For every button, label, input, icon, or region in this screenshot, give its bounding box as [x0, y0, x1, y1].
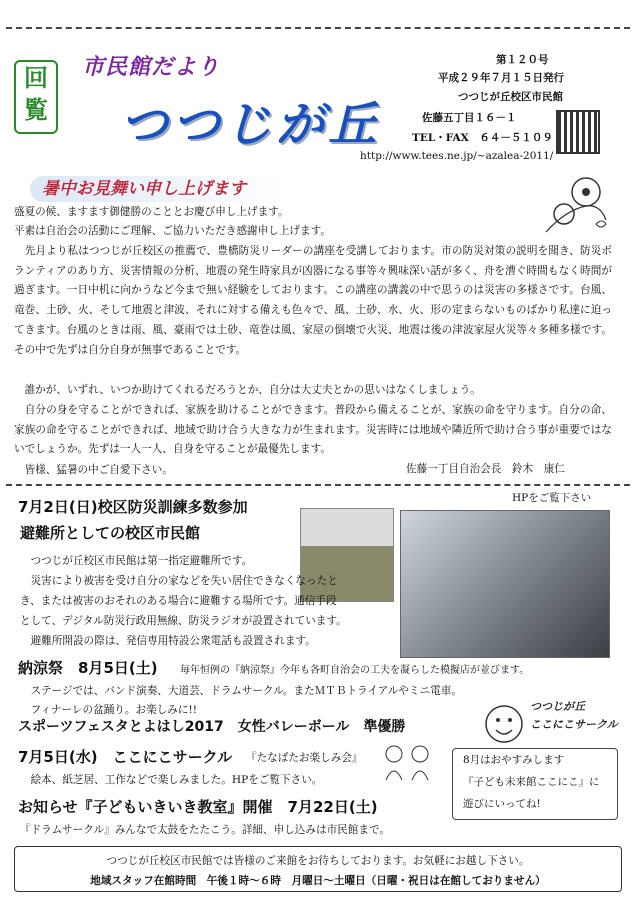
shelter-title: 避難所としての校区市民館 [20, 524, 201, 542]
smiley-face-icon [482, 698, 526, 750]
greeting-title: 暑中お見舞い申し上げます [30, 176, 285, 202]
shelter-line-3: き、または被害のおそれのある場合に避難する場所です。通信手段 [20, 595, 337, 607]
top-divider [6, 27, 630, 29]
notice-description: 『ドラムサークル』みんなで太鼓をたたこう。詳細、申し込みは市民館まで。 [20, 824, 390, 836]
newsletter-title: つつじが丘 [120, 97, 381, 153]
website-url[interactable]: http://www.tees.ne.jp/~azalea-2011/ [360, 150, 554, 162]
greeting-closing: 皆様、猛暑の中ご自愛下さい。 [14, 464, 173, 476]
greeting-paragraph-3: 自分の身を守ることができれば、家族を助けることができます。普段から備えることが、家族の命を守ります。自分の命、家族の命を守ることができれば、地域で助け合う大きな力が生まれます。災害時には地域や隣近所で助け合う事が重要ではないでしょうか。先ずは一人一人、自身を守ることが最優先します。 [14, 404, 612, 456]
kairan-badge [14, 60, 58, 134]
ryoka-stage: ステージでは、バンド演奏、大道芸、ドラムサークル。またＭＴＢトライアルやミニ電車。 [20, 685, 462, 697]
kairan-char-1: 回 [24, 63, 48, 92]
circle-label-text: つつじが丘 ここにこサークル [530, 700, 618, 731]
niko-description: 絵本、紙芝居、工作などで楽しみました。HPをご覧下さい。 [20, 774, 323, 786]
kairan-char-2: 覧 [24, 95, 48, 124]
signature: 佐藤一丁目自治会長 鈴木 康仁 [406, 463, 565, 475]
greeting-paragraph-2: 誰かが、いずれ、いつか助けてくれるだろうとか、自分は大丈夫とかの思いはなくしましょう。 [14, 384, 481, 396]
ryoka-finale: フィナーレの盆踊り。お楽しみに!! [20, 704, 197, 716]
circle-item-3: 遊びにいってね! [463, 798, 541, 810]
circle-info-box [452, 748, 618, 820]
greeting-paragraph-1: 先月より私はつつじが丘校区の推薦で、豊橋防災リーダーの講座を受講しております。市の防災対策の説明を聞き、防災ボランティアのあり方、災害情報の分析、地震の発生時家具が凶器になる事等々興味深い話が多く、舟を漕ぐ時間もなく時間が過ぎます。一日中机に向かうなど今まで無い経験をしております。この講座の講義の中で思うのは災害の多様さです。台風、竜巻、土砂、火、そして地震と津波、それに対する備えも色々で、風、土砂、水、火、形の定まらないものばかり私達に迫ってきます。台風のときは雨、風、豪雨では土砂、竜巻は風、家屋の倒壊で火災、地震は後の津波家屋火災等々多種多様です。その中で先ずは自分自身が無事であることです。 [14, 245, 612, 356]
footer-line-2: 地域スタッフ在館時間 午後１時～６時 月曜日～土曜日（日曜・祝日は在館しておりません） [90, 875, 546, 887]
ryoka-description: 毎年恒例の『納涼祭』今年も各町自治会の工夫を凝らした模擬店が並びます。 [180, 665, 530, 676]
shelter-line-1: つつじが丘校区市民館は第一指定避難所です。 [20, 555, 253, 567]
shelter-line-4: として、デジタル防災行政用無線、防災ラジオが設置されています。 [20, 615, 347, 627]
circle-item-1: 8月はおやすみします [463, 754, 565, 766]
hp-note: HPをご覧下さい [512, 492, 592, 504]
circle-item-2: 『子ども未来館ここにこ』に [463, 776, 600, 788]
qr-code-icon [556, 110, 600, 154]
tel-fax: TEL・FAX ６４－５１０９ [412, 132, 553, 144]
ryoka-title: 納涼祭 8月5日(土) [18, 659, 158, 677]
circle-label [530, 698, 618, 734]
drill-photo-2 [400, 510, 610, 658]
footer-line-1: つつじが丘校区市民館では皆様のご来館をお待ちしております。お気軽にお越し下さい。 [106, 855, 530, 867]
sports-title: スポーツフェスタとよはし2017 女性バレーボール 準優勝 [18, 719, 406, 735]
issue-number: 第１２０号 [496, 54, 549, 66]
org-name: つつじが丘校区市民館 [458, 91, 563, 103]
section-divider [6, 484, 630, 486]
greeting-line-1: 盛夏の候、ますます御健勝のこととお慶び申し上げます。 [14, 206, 289, 218]
notice-title: お知らせ『子どもいきいき教室』開催 7月22日(土) [18, 798, 378, 816]
newsletter-subtitle: 市民館だより [82, 55, 221, 80]
footer-scroll-banner [14, 846, 622, 892]
drill-title: 7月2日(日)校区防災訓練多数参加 [18, 498, 248, 516]
shelter-line-5: 避難所開設の際は、発信専用特設公衆電話も設置されます。 [20, 635, 316, 647]
greeting-line-2: 平素は自治会の活動にご理解、ご協力いただき感謝申し上げます。 [14, 225, 331, 237]
children-illustration-icon [378, 742, 438, 782]
niko-event: 『たなばたお楽しみ会』 [246, 752, 363, 764]
shelter-line-2: 災害により被害を受け自分の家などを失い居住できなくなったと [20, 575, 338, 587]
niko-title: 7月5日(水) ここにこサークル [18, 748, 233, 766]
issue-date: 平成２９年７月１５日発行 [438, 72, 564, 84]
address: 佐藤五丁目１６－１ [422, 112, 517, 124]
